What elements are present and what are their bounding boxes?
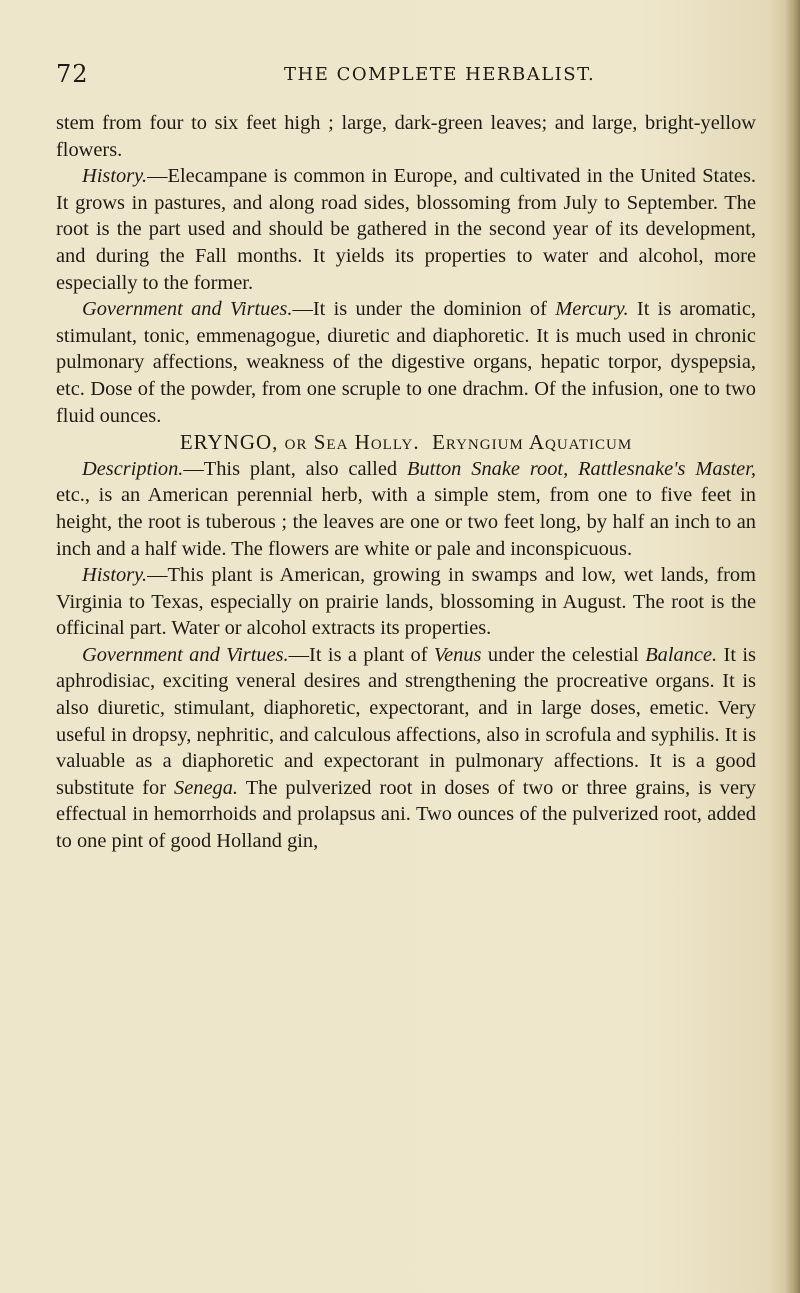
planet-venus: Venus (433, 643, 482, 666)
government-label: Government and Virtues. (82, 298, 293, 321)
common-name: Sea Holly. (313, 430, 420, 455)
eryngo-government: Government and Virtues.—It is a plant of Venus under the celestial Balance. It is aphrodisiac, exciting veneral desires and strengthening the procreative organs. It is also diuretic, stimulant, diaphoretic, expectorant, and in large doses, emetic. Very useful in dropsy, nephritic, and calculous affections, also in scrofula and syphilis. It is valuable as a diaphoretic and expectorant in pulmonary affections. It is a good substitute for Senega. The pulverized root in doses of two or three grains, is very effectual in hemorrhoids and prolapsus ani. Two ounces of the pulverized root, added to one pint of good Holland gin, (56, 643, 756, 853)
eryngo-description: Description.—This plant, also called Button Snake root, Rattlesnake's Master, etc., is an American perennial herb, with a simple stem, from one to five feet in height, the root is tuberous ; the leaves are one or two feet long, by half an inch to an inch and a half wide. The flowers are white or pale and inconspicuous. (56, 457, 756, 560)
book-spine-edge (784, 0, 800, 1293)
page-header (56, 60, 756, 90)
entry-title: ERYNGO, (179, 430, 279, 455)
latin-name: Eryngium Aquaticum (432, 430, 633, 455)
elecampane-history: History.—Elecampane is common in Europe, and cultivated in the United States. It grows in pastures, and along road sides, blossoming from July to September. The root is the part used and should be gathered in the second year of its development, and during the Fall months. It yields its properties to water and alcohol, more especially to the former. (56, 165, 756, 294)
government-label: Government and Virtues. (82, 643, 289, 666)
history-label: History. (82, 165, 148, 188)
elecampane-description-continued: stem from four to six feet high ; large, dark-green leaves; and large, bright-yellow flowers. (56, 112, 756, 161)
description-label: Description. (82, 457, 184, 480)
eryngo-heading: ERYNGO, or Sea Holly. Eryngium Aquaticum (179, 430, 633, 455)
elecampane-government: Government and Virtues.—It is under the dominion of Mercury. It is aromatic, stimulant, tonic, emmenagogue, diuretic and diaphoretic. It is much used in chronic pulmonary affections, weakness of the digestive organs, hepatic torpor, dyspepsia, etc. Dose of the powder, from one scruple to one drachm. Of the infusion, one to two fluid ounces. (56, 298, 756, 427)
body-text (56, 110, 756, 855)
page-number: 72 (56, 60, 89, 88)
planet-mercury: Mercury. (555, 298, 629, 321)
history-label: History. (82, 564, 148, 587)
eryngo-history: History.—This plant is American, growing in swamps and low, wet lands, from Virginia to Texas, especially on prairie lands, blossoming in August. The root is the officinal part. Water or alcohol extracts its properties. (56, 564, 756, 640)
running-title: THE COMPLETE HERBALIST. (284, 64, 596, 85)
